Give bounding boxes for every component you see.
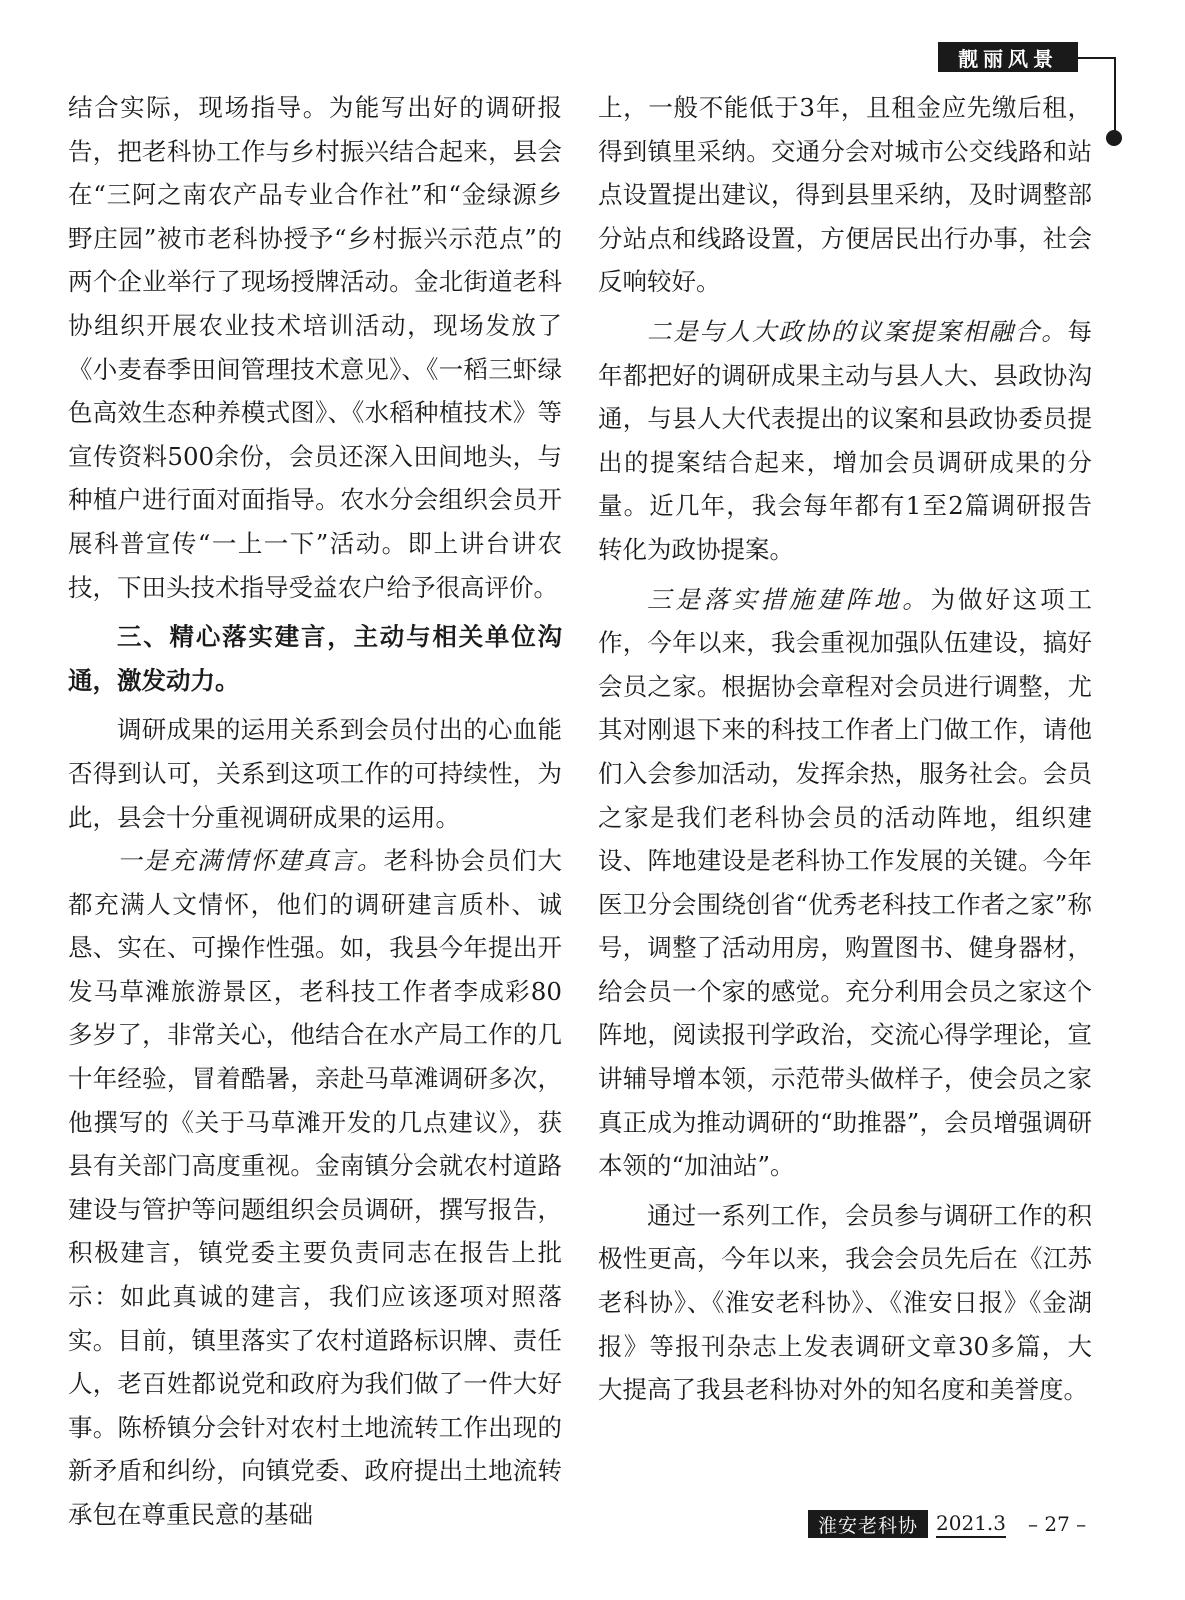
left-paragraph-3: [68, 839, 562, 1537]
issue-number: 2021.3: [936, 1511, 1006, 1538]
tag-dot-ornament: [1106, 130, 1122, 146]
page-number: – 27 –: [1028, 1512, 1087, 1536]
right-paragraph-3-lead: 三是落实措施建阵地。: [647, 584, 931, 614]
right-paragraph-3: [598, 578, 1092, 1188]
left-paragraph-1: 结合实际，现场指导。为能写出好的调研报告，把老科协工作与乡村振兴结合起来，县会在“三阿之南农产品专业合作社”和“金绿源乡野庄园”被市老科协授予“乡村振兴示范点”的两个企业举行了现场授牌活动。金北街道老科协组织开展农业技术培训活动，现场发放了《小麦春季田间管理技术意见》、《一稻三虾绿色高效生态种养模式图》、《水稻种植技术》等宣传资料500余份，会员还深入田间地头，与种植户进行面对面指导。农水分会组织会员开展科普宣传“一上一下”活动。即上讲台讲农技，下田头技术指导受益农户给予很高评价。: [68, 93, 562, 602]
section-tag: 靓丽风景: [938, 42, 1078, 72]
right-column: [598, 86, 1092, 1412]
right-paragraph-3-body: 为做好这项工作，今年以来，我会重视加强队伍建设，搞好会员之家。根据协会章程对会员进行调整，尤其对刚退下来的科技工作者上门做工作，请他们入会参加活动，发挥余热，服务社会。会员之家是我们老科协会员的活动阵地，组织建设、阵地建设是老科协工作发展的关键。今年医卫分会围绕创省“优秀老科技工作者之家”称号，调整了活动用房，购置图书、健身器材，给会员一个家的感觉。充分利用会员之家这个阵地，阅读报刊学政治，交流心得学理论，宣讲辅导增本领，示范带头做样子，使会员之家真正成为推动调研的“助推器”，会员增强调研本领的“加油站”。: [598, 584, 1093, 1181]
right-paragraph-2-lead: 二是与人大政协的议案提案相融合。: [647, 316, 1068, 346]
right-paragraph-1: 上，一般不能低于3年，且租金应先缴后租，得到镇里采纳。交通分会对城市公交线路和站点设置提出建议，得到县里采纳，及时调整部分站点和线路设置，方便居民出行办事，社会反响较好。: [598, 93, 1092, 297]
tag-rule-horizontal: [1078, 57, 1116, 59]
right-paragraph-2: [598, 310, 1092, 572]
left-paragraph-2: 调研成果的运用关系到会员付出的心血能否得到认可，关系到这项工作的可持续性，为此，县会十分重视调研成果的运用。: [68, 715, 562, 832]
left-column: [68, 86, 562, 1537]
section-heading: 三、精心落实建言，主动与相关单位沟通，激发动力。: [68, 622, 562, 695]
right-paragraph-4: 通过一系列工作，会员参与调研工作的积极性更高，今年以来，我会会员先后在《江苏老科协》、《淮安老科协》、《淮安日报》《金湖报》等报刊杂志上发表调研文章30多篇，大大提高了我县老科协对外的知名度和美誉度。: [598, 1200, 1092, 1405]
right-paragraph-2-body: 每年都把好的调研成果主动与县人大、县政协沟通，与县人大代表提出的议案和县政协委员提出的提案结合起来，增加会员调研成果的分量。近几年，我会每年都有1至2篇调研报告转化为政协提案。: [598, 316, 1092, 564]
page-footer: [808, 1508, 1086, 1540]
tag-rule-vertical: [1114, 57, 1116, 137]
left-paragraph-3-body: 老科协会员们大都充满人文情怀，他们的调研建言质朴、诚恳、实在、可操作性强。如，我县今年提出开发马草滩旅游景区，老科技工作者李成彩80多岁了，非常关心，他结合在水产局工作的几十年经验，冒着酷暑，亲赴马草滩调研多次，他撰写的《关于马草滩开发的几点建议》，获县有关部门高度重视。金南镇分会就农村道路建设与管护等问题组织会员调研，撰写报告，积极建言，镇党委主要负责同志在报告上批示：如此真诚的建言，我们应该逐项对照落实。目前，镇里落实了农村道路标识牌、责任人，老百姓都说党和政府为我们做了一件大好事。陈桥镇分会针对农村土地流转工作出现的新矛盾和纠纷，向镇党委、政府提出土地流转承包在尊重民意的基础: [68, 846, 562, 1529]
magazine-name: 淮安老科协: [808, 1510, 928, 1538]
left-paragraph-3-lead: 一是充满情怀建真言。: [117, 846, 384, 876]
